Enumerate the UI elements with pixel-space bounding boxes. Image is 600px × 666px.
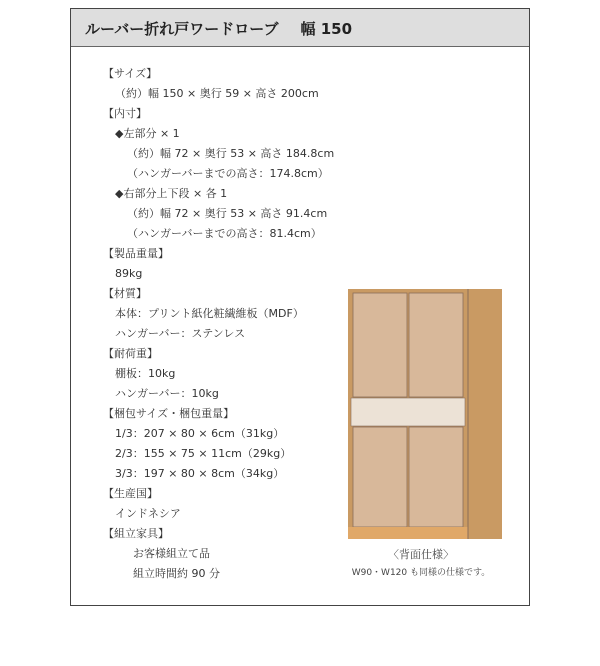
back-panel-lower-right — [409, 427, 463, 527]
back-panel-lower-left — [353, 427, 407, 527]
spec-line: 3/3：197 × 80 × 8cm（34kg） — [115, 467, 285, 480]
product-size: 幅 150 — [300, 20, 353, 38]
spec-line: 本体：プリント紙化粧繊維板（MDF） — [115, 307, 304, 320]
spec-line: （約）幅 150 × 奥行 59 × 高さ 200cm — [115, 87, 319, 100]
spec-line: ◆左部分 × 1 — [115, 127, 180, 140]
spec-line: （ハンガーバーまでの高さ：81.4cm） — [127, 227, 322, 240]
spec-line: ハンガーバー：10kg — [115, 387, 219, 400]
spec-heading: 【組立家具】 — [103, 527, 169, 540]
page-title — [85, 18, 352, 39]
spec-line: 棚板：10kg — [115, 367, 176, 380]
spec-heading: 【材質】 — [103, 287, 147, 300]
spec-line: 89kg — [115, 267, 143, 280]
spec-line: インドネシア — [115, 507, 181, 520]
product-name: ルーバー折れ戸ワードローブ — [85, 20, 279, 38]
spec-line: （約）幅 72 × 奥行 53 × 高さ 91.4cm — [127, 207, 328, 220]
image-caption — [311, 547, 531, 581]
spec-line: （ハンガーバーまでの高さ：174.8cm） — [127, 167, 329, 180]
caption-note: W90・W120 も同様の仕様です。 — [351, 568, 491, 578]
spec-heading: 【梱包サイズ・梱包重量】 — [103, 407, 235, 420]
caption-title: 〈背面仕様〉 — [388, 548, 454, 561]
spec-heading: 【耐荷重】 — [103, 347, 158, 360]
spec-line: ◆右部分上下段 × 各 1 — [115, 187, 228, 200]
center-band — [351, 398, 465, 426]
spec-heading: 【生産国】 — [103, 487, 158, 500]
back-panel-upper-left — [353, 293, 407, 397]
spec-line: 1/3：207 × 80 × 6cm（31kg） — [115, 427, 285, 440]
spec-line: ハンガーバー：ステンレス — [115, 327, 246, 340]
spec-heading: 【サイズ】 — [103, 67, 158, 80]
spec-line: 組立時間約 90 分 — [133, 567, 220, 580]
spec-card — [70, 8, 530, 606]
spec-heading: 【内寸】 — [103, 107, 147, 120]
spec-line: （約）幅 72 × 奥行 53 × 高さ 184.8cm — [127, 147, 335, 160]
spec-line: お客様組立て品 — [133, 547, 210, 560]
wardrobe-back-image — [346, 285, 506, 545]
cabinet-side-panel — [466, 289, 502, 539]
title-bar — [71, 9, 529, 47]
base-strip — [348, 527, 468, 539]
spec-heading: 【製品重量】 — [103, 247, 169, 260]
spec-line: 2/3：155 × 75 × 11cm（29kg） — [115, 447, 292, 460]
back-panel-upper-right — [409, 293, 463, 397]
